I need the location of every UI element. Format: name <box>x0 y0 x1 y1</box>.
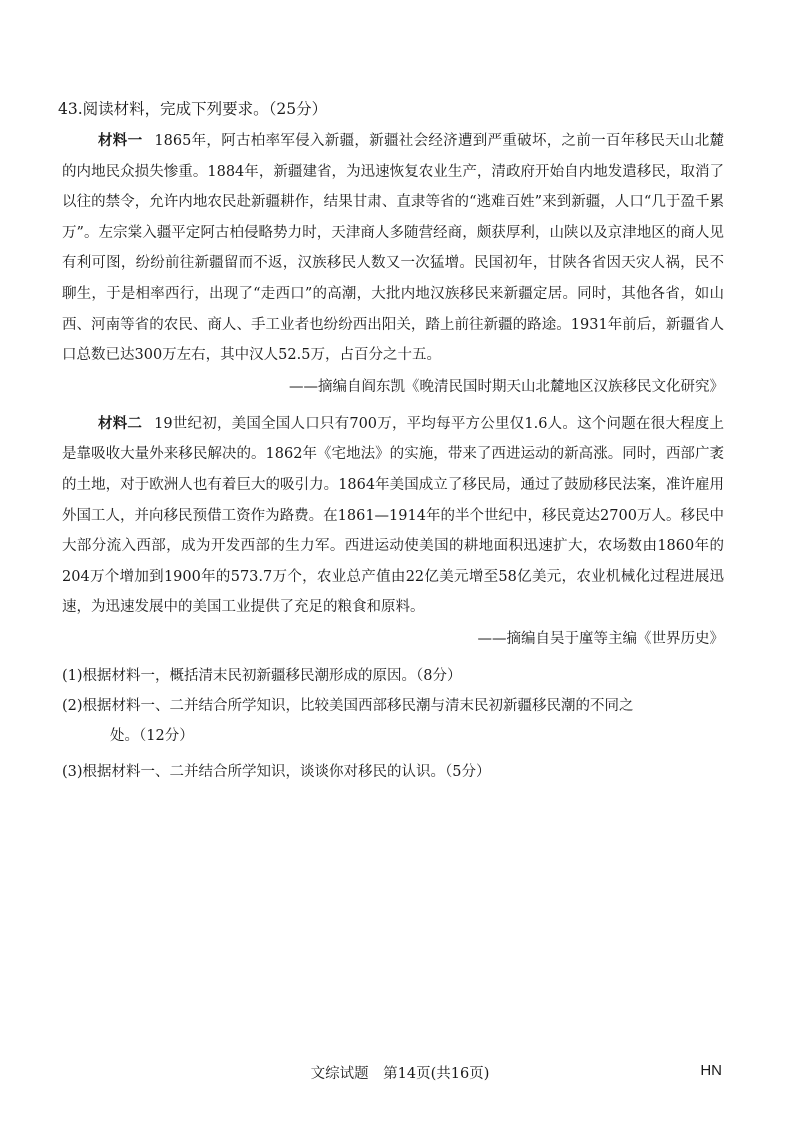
question-content <box>58 96 725 787</box>
material2-source: ——摘编自吴于廑等主编《世界历史》 <box>477 630 724 647</box>
material2-text: 19世纪初，美国全国人口只有700万，平均每平方公里仅1.6人。这个问题在很大程度上是靠吸收大量外来移民解决的。1862年《宅地法》的实施，带来了西进运动的新高涨。同时，西部广袤的土地，对于欧洲人也有着巨大的吸引力。1864年美国成立了移民局，通过了鼓励移民法案，准许雇用外国工人，并向移民预借工资作为路费。在1861—1914年的半个世纪中，移民竟达2700万人。移民中大部分流入西部，成为开发西部的生力军。西进运动使美国的耕地面积迅速扩大，农场数由1860年的204万个增加到1900年的573.7万个，农业总产值由22亿美元增至58亿美元，农业机械化过程进展迅速，为迅速发展中的美国工业提供了充足的粮食和原料。 <box>62 415 724 616</box>
task-2-line2: 处。（12分） <box>110 727 194 744</box>
material1-source: ——摘编自阎东凯《晚清民国时期天山北麓地区汉族移民文化研究》 <box>289 378 724 395</box>
material1-label: 材料一 <box>98 133 143 149</box>
task-3: (3)根据材料一、二并结合所学知识，谈谈你对移民的认识。（5分） <box>62 763 491 780</box>
material2-label: 材料二 <box>98 415 143 432</box>
material1-text: 1865年，阿古柏率军侵入新疆，新疆社会经济遭到严重破坏，之前一百年移民天山北麓的内地民众损失惨重。1884年，新疆建省，为迅速恢复农业生产，清政府开始自内地发遣移民，取消了以往的禁令，允许内地农民赴新疆耕作，结果甘肃、直隶等省的“逃难百姓”来到新疆，人口“几于盈千累万”。左宗棠入疆平定阿古柏侵略势力时，天津商人多随营经商，颇获厚利，山陕以及京津地区的商人见有利可图，纷纷前往新疆留而不返，汉族移民人数又一次猛增。民国初年，甘陕各省因天灾人祸，民不聊生，于是相率西行，出现了“走西口”的高潮，大批内地汉族移民来新疆定居。同时，其他各省，如山西、河南等省的农民、商人、手工业者也纷纷西出阳关，踏上前往新疆的路途。1931年前后，新疆省人口总数已达300万左右，其中汉人52.5万，占百分之十五。 <box>62 133 725 364</box>
footer-region-code: HN <box>700 1062 722 1079</box>
footer-page-info: 文综试题 第14页(共16页) <box>310 1066 490 1082</box>
question-title: 43.阅读材料，完成下列要求。（25分） <box>58 100 328 118</box>
material1-paragraph <box>62 126 724 371</box>
task-1: (1)根据材料一，概括清末民初新疆移民潮形成的原因。（8分） <box>62 667 462 684</box>
material2-paragraph <box>62 409 724 623</box>
task-2-line1: (2)根据材料一、二并结合所学知识，比较美国西部移民潮与清末民初新疆移民潮的不同之 <box>62 697 634 714</box>
